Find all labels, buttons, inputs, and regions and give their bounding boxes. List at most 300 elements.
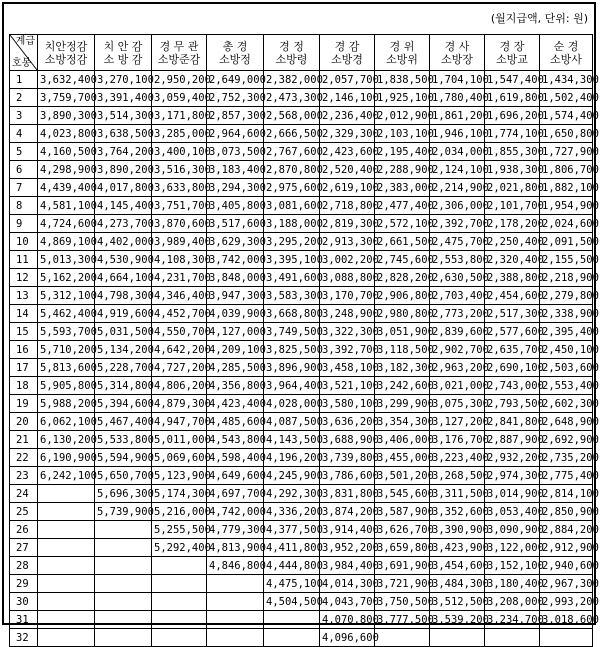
salary-cell: 3,491,600: [264, 269, 320, 287]
table-row: [10, 125, 593, 143]
salary-cell: [95, 557, 152, 575]
step-cell: 25: [10, 503, 38, 521]
salary-cell: 2,745,600: [375, 251, 430, 269]
step-cell: 9: [10, 215, 38, 233]
salary-cell: 3,182,300: [375, 359, 430, 377]
salary-cell: 3,870,600: [152, 215, 207, 233]
table-row: [10, 611, 593, 629]
column-header: [207, 35, 264, 71]
salary-cell: 2,568,000: [264, 107, 320, 125]
salary-cell: 2,913,300: [320, 233, 375, 251]
salary-cell: 2,767,600: [264, 143, 320, 161]
salary-cell: 2,814,100: [540, 485, 593, 503]
fire-rank-label: 소방장: [441, 52, 473, 66]
salary-cell: 2,902,700: [430, 341, 485, 359]
table-row: [10, 521, 593, 539]
table-row: [10, 359, 593, 377]
salary-cell: 4,145,400: [95, 197, 152, 215]
salary-cell: 4,273,700: [95, 215, 152, 233]
police-rank-label: 경 장: [499, 39, 525, 53]
step-cell: 18: [10, 377, 38, 395]
salary-cell: 2,021,800: [485, 179, 540, 197]
salary-cell: 2,692,900: [540, 431, 593, 449]
salary-cell: 3,742,000: [207, 251, 264, 269]
salary-cell: 3,984,400: [320, 557, 375, 575]
table-row: [10, 413, 593, 431]
salary-cell: [152, 629, 207, 647]
salary-cell: 4,245,900: [264, 467, 320, 485]
salary-cell: 5,013,300: [38, 251, 95, 269]
salary-cell: 2,454,600: [485, 287, 540, 305]
salary-cell: 3,242,600: [375, 377, 430, 395]
salary-cell: 2,841,800: [485, 413, 540, 431]
salary-cell: 2,993,200: [540, 593, 593, 611]
salary-cell: 3,848,000: [207, 269, 264, 287]
salary-cell: 2,950,200: [152, 71, 207, 89]
salary-cell: 3,721,900: [375, 575, 430, 593]
table-row: [10, 377, 593, 395]
salary-cell: 2,034,000: [430, 143, 485, 161]
salary-cell: 4,779,300: [207, 521, 264, 539]
salary-cell: 3,539,200: [430, 611, 485, 629]
salary-cell: 2,057,700: [320, 71, 375, 89]
salary-cell: [38, 575, 95, 593]
fire-rank-label: 소방정: [219, 52, 251, 66]
fire-rank-label: 소방경: [331, 52, 363, 66]
salary-cell: 5,593,700: [38, 323, 95, 341]
salary-cell: 3,501,200: [375, 467, 430, 485]
salary-cell: 2,718,800: [320, 197, 375, 215]
salary-cell: 1,938,300: [485, 161, 540, 179]
step-cell: 19: [10, 395, 38, 413]
salary-cell: 3,831,800: [320, 485, 375, 503]
table-row: [10, 593, 593, 611]
salary-cell: 2,091,500: [540, 233, 593, 251]
salary-cell: 2,503,600: [540, 359, 593, 377]
salary-cell: 2,218,900: [540, 269, 593, 287]
step-cell: 31: [10, 611, 38, 629]
salary-cell: 2,703,400: [430, 287, 485, 305]
salary-cell: 4,742,000: [207, 503, 264, 521]
salary-cell: 2,103,100: [375, 125, 430, 143]
salary-cell: 3,947,300: [207, 287, 264, 305]
salary-cell: 1,619,800: [485, 89, 540, 107]
step-cell: 14: [10, 305, 38, 323]
salary-cell: 1,861,200: [430, 107, 485, 125]
table-row: [10, 251, 593, 269]
salary-cell: 2,450,100: [540, 341, 593, 359]
salary-cell: 4,127,000: [207, 323, 264, 341]
salary-cell: 3,395,100: [264, 251, 320, 269]
column-header: [320, 35, 375, 71]
salary-cell: 4,806,200: [152, 377, 207, 395]
salary-cell: 5,696,300: [95, 485, 152, 503]
salary-cell: 2,648,900: [540, 413, 593, 431]
salary-cell: [38, 539, 95, 557]
salary-cell: 4,160,500: [38, 143, 95, 161]
salary-cell: 6,130,200: [38, 431, 95, 449]
corner-step-label: 호봉: [12, 58, 32, 69]
salary-cell: 2,828,200: [375, 269, 430, 287]
salary-cell: 5,123,900: [152, 467, 207, 485]
salary-cell: 3,514,300: [95, 107, 152, 125]
salary-cell: 1,650,800: [540, 125, 593, 143]
salary-cell: 4,485,600: [207, 413, 264, 431]
fire-rank-label: 소방사: [550, 52, 582, 66]
salary-cell: 2,577,600: [485, 323, 540, 341]
salary-cell: 5,174,300: [152, 485, 207, 503]
salary-cell: 3,127,200: [430, 413, 485, 431]
table-row: [10, 89, 593, 107]
salary-cell: 3,688,900: [320, 431, 375, 449]
salary-cell: [430, 629, 485, 647]
table-row: [10, 143, 593, 161]
salary-cell: 2,967,300: [540, 575, 593, 593]
salary-cell: 2,195,400: [375, 143, 430, 161]
salary-cell: 2,773,200: [430, 305, 485, 323]
salary-cell: 2,661,500: [375, 233, 430, 251]
unit-note: (월지급액, 단위: 원): [490, 12, 588, 25]
salary-cell: 2,743,000: [485, 377, 540, 395]
salary-cell: 1,434,300: [540, 71, 593, 89]
salary-cell: 2,320,400: [485, 251, 540, 269]
salary-cell: 4,813,900: [207, 539, 264, 557]
salary-cell: 5,216,000: [152, 503, 207, 521]
table-row: [10, 161, 593, 179]
salary-cell: 5,467,400: [95, 413, 152, 431]
salary-cell: 2,146,100: [320, 89, 375, 107]
step-cell: 17: [10, 359, 38, 377]
salary-cell: 4,023,800: [38, 125, 95, 143]
salary-cell: 3,777,500: [375, 611, 430, 629]
salary-cell: 1,780,400: [430, 89, 485, 107]
table-row: [10, 215, 593, 233]
salary-cell: 3,896,900: [264, 359, 320, 377]
salary-cell: 2,024,600: [540, 215, 593, 233]
salary-cell: 5,134,200: [95, 341, 152, 359]
salary-cell: 3,512,500: [430, 593, 485, 611]
salary-cell: 2,839,600: [430, 323, 485, 341]
police-rank-label: 총 경: [222, 39, 248, 53]
salary-cell: 5,394,600: [95, 395, 152, 413]
table-row: [10, 287, 593, 305]
step-cell: 23: [10, 467, 38, 485]
salary-cell: 4,356,800: [207, 377, 264, 395]
salary-cell: 2,101,700: [485, 197, 540, 215]
salary-cell: 2,388,800: [485, 269, 540, 287]
salary-cell: [207, 593, 264, 611]
police-rank-label: 치안정감: [44, 39, 88, 53]
step-cell: 3: [10, 107, 38, 125]
salary-cell: 3,299,900: [375, 395, 430, 413]
salary-cell: 2,423,600: [320, 143, 375, 161]
salary-cell: 2,649,000: [207, 71, 264, 89]
salary-cell: 4,598,400: [207, 449, 264, 467]
police-rank-label: 경 무 관: [159, 39, 199, 53]
salary-cell: 4,581,100: [38, 197, 95, 215]
table-row: [10, 341, 593, 359]
salary-cell: 2,012,900: [375, 107, 430, 125]
table-row: [10, 179, 593, 197]
salary-cell: 4,879,300: [152, 395, 207, 413]
salary-cell: 3,354,300: [375, 413, 430, 431]
salary-cell: [38, 593, 95, 611]
salary-cell: 1,946,100: [430, 125, 485, 143]
salary-cell: 2,520,400: [320, 161, 375, 179]
step-cell: 32: [10, 629, 38, 647]
salary-cell: 3,180,400: [485, 575, 540, 593]
table-row: [10, 269, 593, 287]
salary-cell: 2,553,800: [430, 251, 485, 269]
fire-rank-label: 소방위: [386, 52, 418, 66]
salary-cell: 4,043,700: [320, 593, 375, 611]
salary-cell: [152, 557, 207, 575]
salary-cell: [375, 629, 430, 647]
salary-cell: 3,176,700: [430, 431, 485, 449]
salary-cell: 2,980,800: [375, 305, 430, 323]
police-rank-label: 경 위: [389, 39, 415, 53]
salary-cell: 4,108,300: [152, 251, 207, 269]
salary-cell: [152, 611, 207, 629]
salary-cell: 4,423,400: [207, 395, 264, 413]
salary-cell: 4,444,800: [264, 557, 320, 575]
salary-cell: 3,088,800: [320, 269, 375, 287]
salary-cell: [38, 503, 95, 521]
column-header: [264, 35, 320, 71]
police-rank-label: 경 감: [334, 39, 360, 53]
salary-cell: 5,905,800: [38, 377, 95, 395]
salary-cell: 3,423,900: [430, 539, 485, 557]
salary-cell: 2,635,700: [485, 341, 540, 359]
salary-cell: [540, 629, 593, 647]
salary-cell: 3,170,700: [320, 287, 375, 305]
salary-cell: [95, 539, 152, 557]
police-rank-label: 경 사: [444, 39, 470, 53]
salary-cell: 4,402,000: [95, 233, 152, 251]
fire-rank-label: 소방령: [275, 52, 308, 66]
salary-cell: 3,626,700: [375, 521, 430, 539]
salary-cell: 3,322,300: [320, 323, 375, 341]
salary-cell: 3,352,600: [430, 503, 485, 521]
salary-cell: [152, 593, 207, 611]
salary-cell: 3,749,500: [264, 323, 320, 341]
salary-cell: 1,806,700: [540, 161, 593, 179]
salary-cell: 5,312,100: [38, 287, 95, 305]
salary-cell: 5,462,400: [38, 305, 95, 323]
salary-cell: 5,594,900: [95, 449, 152, 467]
salary-cell: [207, 629, 264, 647]
salary-cell: 4,543,800: [207, 431, 264, 449]
salary-cell: 4,798,300: [95, 287, 152, 305]
salary-cell: 4,649,600: [207, 467, 264, 485]
salary-cell: 4,209,100: [207, 341, 264, 359]
salary-cell: 3,786,600: [320, 467, 375, 485]
salary-cell: 3,580,100: [320, 395, 375, 413]
salary-cell: 4,550,700: [152, 323, 207, 341]
salary-cell: 4,336,200: [264, 503, 320, 521]
salary-cell: 5,228,700: [95, 359, 152, 377]
salary-cell: 3,208,000: [485, 593, 540, 611]
salary-cell: 2,887,900: [485, 431, 540, 449]
salary-cell: 2,288,900: [375, 161, 430, 179]
salary-cell: [264, 611, 320, 629]
salary-cell: 3,090,900: [485, 521, 540, 539]
step-cell: 7: [10, 179, 38, 197]
salary-cell: 5,069,600: [152, 449, 207, 467]
salary-cell: 2,383,000: [375, 179, 430, 197]
salary-cell: 3,545,600: [375, 485, 430, 503]
salary-cell: 3,764,200: [95, 143, 152, 161]
salary-cell: 1,704,100: [430, 71, 485, 89]
step-cell: 2: [10, 89, 38, 107]
column-header: [152, 35, 207, 71]
salary-cell: 4,697,700: [207, 485, 264, 503]
salary-cell: 3,183,400: [207, 161, 264, 179]
salary-cell: 3,311,500: [430, 485, 485, 503]
column-header: [540, 35, 593, 71]
salary-cell: 4,017,800: [95, 179, 152, 197]
salary-cell: 4,298,900: [38, 161, 95, 179]
salary-cell: 4,727,200: [152, 359, 207, 377]
salary-cell: 2,940,600: [540, 557, 593, 575]
table-row: [10, 449, 593, 467]
salary-cell: 3,454,600: [430, 557, 485, 575]
salary-cell: 3,406,000: [375, 431, 430, 449]
table-row: [10, 467, 593, 485]
salary-cell: 1,727,900: [540, 143, 593, 161]
salary-cell: 2,819,300: [320, 215, 375, 233]
table-row: [10, 503, 593, 521]
salary-cell: 2,279,800: [540, 287, 593, 305]
salary-cell: 2,912,900: [540, 539, 593, 557]
step-cell: 1: [10, 71, 38, 89]
salary-cell: 5,739,900: [95, 503, 152, 521]
salary-cell: [152, 575, 207, 593]
salary-cell: [95, 629, 152, 647]
salary-cell: [95, 611, 152, 629]
salary-cell: 2,906,800: [375, 287, 430, 305]
table-row: [10, 305, 593, 323]
salary-cell: 3,458,100: [320, 359, 375, 377]
step-cell: 22: [10, 449, 38, 467]
salary-cell: 3,081,600: [264, 197, 320, 215]
salary-cell: 5,813,600: [38, 359, 95, 377]
table-row: [10, 575, 593, 593]
salary-cell: 3,989,400: [152, 233, 207, 251]
salary-cell: 3,914,400: [320, 521, 375, 539]
table-row: [10, 197, 593, 215]
salary-cell: 3,484,300: [430, 575, 485, 593]
salary-cell: 2,870,800: [264, 161, 320, 179]
step-cell: 21: [10, 431, 38, 449]
salary-cell: 3,118,500: [375, 341, 430, 359]
step-cell: 24: [10, 485, 38, 503]
step-cell: 5: [10, 143, 38, 161]
salary-cell: 4,346,400: [152, 287, 207, 305]
salary-cell: 3,392,700: [320, 341, 375, 359]
step-cell: 30: [10, 593, 38, 611]
salary-cell: 5,292,400: [152, 539, 207, 557]
salary-cell: 5,650,700: [95, 467, 152, 485]
salary-cell: 3,270,100: [95, 71, 152, 89]
salary-cell: 3,073,500: [207, 143, 264, 161]
salary-table: [9, 34, 599, 647]
salary-cell: 4,377,500: [264, 521, 320, 539]
salary-cell: 2,124,100: [430, 161, 485, 179]
salary-cell: 2,775,400: [540, 467, 593, 485]
salary-cell: 4,231,700: [152, 269, 207, 287]
corner-cell: [10, 35, 38, 71]
salary-cell: 3,521,100: [320, 377, 375, 395]
salary-cell: 3,668,800: [264, 305, 320, 323]
salary-cell: 2,382,000: [264, 71, 320, 89]
salary-cell: 4,724,600: [38, 215, 95, 233]
salary-cell: 2,735,200: [540, 449, 593, 467]
salary-cell: 3,629,300: [207, 233, 264, 251]
step-cell: 11: [10, 251, 38, 269]
table-row: [10, 557, 593, 575]
salary-cell: 1,882,100: [540, 179, 593, 197]
salary-cell: 3,171,800: [152, 107, 207, 125]
salary-cell: 2,214,900: [430, 179, 485, 197]
table-row: [10, 431, 593, 449]
salary-cell: 3,059,400: [152, 89, 207, 107]
salary-cell: 3,294,300: [207, 179, 264, 197]
step-cell: 6: [10, 161, 38, 179]
salary-cell: 4,143,500: [264, 431, 320, 449]
salary-cell: 1,954,900: [540, 197, 593, 215]
salary-cell: 2,964,600: [207, 125, 264, 143]
table-row: [10, 485, 593, 503]
salary-cell: 3,390,900: [430, 521, 485, 539]
salary-cell: 3,122,000: [485, 539, 540, 557]
salary-cell: 3,633,800: [152, 179, 207, 197]
salary-cell: [38, 521, 95, 539]
salary-cell: 2,752,300: [207, 89, 264, 107]
column-header: [38, 35, 95, 71]
salary-cell: 5,314,800: [95, 377, 152, 395]
corner-grade-label: 계급: [15, 36, 35, 47]
salary-cell: 4,452,700: [152, 305, 207, 323]
salary-cell: 3,053,400: [485, 503, 540, 521]
salary-cell: 3,952,200: [320, 539, 375, 557]
salary-cell: 2,473,300: [264, 89, 320, 107]
fire-rank-label: 소방교: [496, 52, 528, 66]
salary-cell: 3,021,000: [430, 377, 485, 395]
step-cell: 13: [10, 287, 38, 305]
salary-cell: 4,028,000: [264, 395, 320, 413]
step-cell: 12: [10, 269, 38, 287]
salary-cell: 4,846,800: [207, 557, 264, 575]
fire-rank-label: 소방정감: [44, 52, 88, 66]
salary-cell: 4,504,500: [264, 593, 320, 611]
salary-cell: 3,632,400: [38, 71, 95, 89]
salary-cell: 2,178,200: [485, 215, 540, 233]
salary-cell: 2,619,100: [320, 179, 375, 197]
salary-cell: 3,400,100: [152, 143, 207, 161]
salary-cell: 2,155,500: [540, 251, 593, 269]
salary-cell: 4,439,400: [38, 179, 95, 197]
step-cell: 15: [10, 323, 38, 341]
salary-cell: 3,890,300: [38, 107, 95, 125]
salary-cell: 2,517,300: [485, 305, 540, 323]
salary-cell: 4,087,500: [264, 413, 320, 431]
salary-cell: 2,572,100: [375, 215, 430, 233]
salary-cell: [95, 575, 152, 593]
salary-cell: 3,691,900: [375, 557, 430, 575]
step-cell: 26: [10, 521, 38, 539]
salary-cell: 3,890,200: [95, 161, 152, 179]
